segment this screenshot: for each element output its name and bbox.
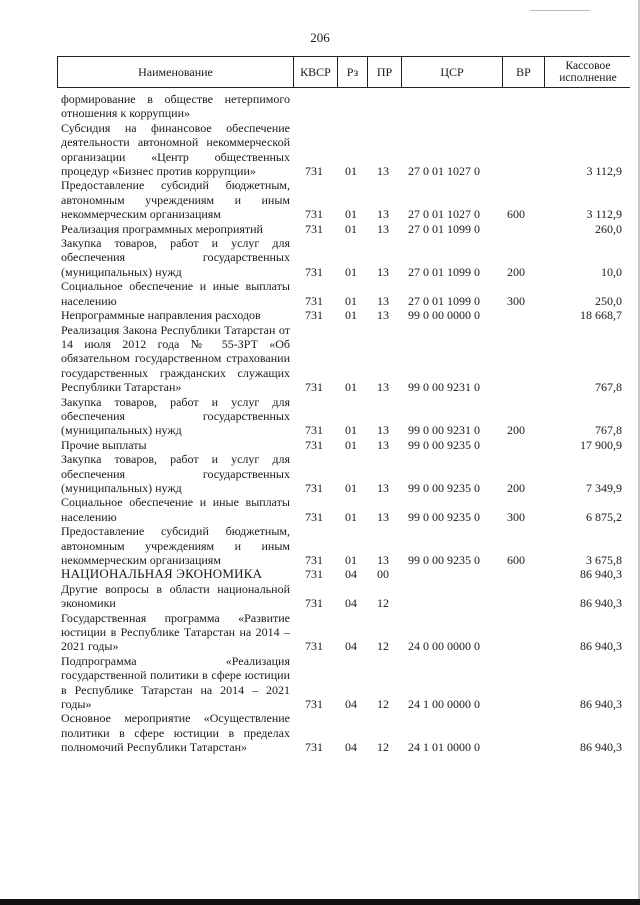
row-amount: 260,0 — [595, 221, 622, 236]
row-pr: 13 — [377, 164, 389, 179]
row-rz: 04 — [345, 567, 357, 582]
row-name: Государственная программа «Развитие юстиции в Республике Татарстан на 2014 – 2021 годы» — [61, 610, 290, 654]
header-pr: ПР — [368, 57, 402, 87]
row-name: Реализация Закона Республики Татарстан от 14 июля 2012 года № 55-ЗРТ «Об обязательном государственном страховании государственных гражданских служащих Республики Татарстан» — [61, 322, 290, 395]
row-rz: 01 — [345, 480, 357, 495]
row-amount: 86 940,3 — [580, 697, 622, 712]
row-csr: 99 0 00 9231 0 — [408, 423, 480, 438]
row-vr: 300 — [507, 509, 525, 524]
row-kvsr: 731 — [305, 553, 323, 567]
row-name: Реализация программных мероприятий — [61, 221, 263, 236]
row-name: Социальное обеспечение и иные выплаты населению — [61, 495, 290, 524]
row-rz: 04 — [345, 596, 357, 611]
row-rz: 04 — [345, 639, 357, 654]
row-pr: 13 — [377, 207, 389, 222]
header-execution-line1: Кассовое — [565, 60, 611, 72]
row-rz: 01 — [345, 207, 357, 222]
row-pr: 13 — [377, 308, 389, 323]
row-csr: 99 0 00 9235 0 — [408, 509, 480, 524]
scan-mark — [530, 10, 590, 11]
page-number: 206 — [310, 30, 330, 45]
row-kvsr: 731 — [305, 639, 323, 654]
row-name: Прочие выплаты — [61, 437, 147, 452]
row-name: Субсидия на финансовое обеспечение деятельности автономной некоммерческой организации «Центр общественных процедур «Бизнес против коррупции» — [61, 120, 290, 179]
header-kvsr: КВСР — [294, 57, 338, 87]
row-amount: 86 940,3 — [580, 740, 622, 755]
row-rz: 01 — [345, 509, 357, 524]
row-vr: 300 — [507, 293, 525, 308]
row-kvsr: 731 — [305, 596, 323, 611]
row-csr: 99 0 00 9235 0 — [408, 437, 480, 452]
row-pr: 12 — [377, 740, 389, 755]
row-rz: 01 — [345, 164, 357, 179]
row-csr: 99 0 00 0000 0 — [408, 308, 480, 323]
row-amount: 3 112,9 — [586, 164, 622, 179]
row-pr: 13 — [377, 293, 389, 308]
header-rz: Рз — [338, 57, 368, 87]
row-kvsr: 731 — [305, 308, 323, 323]
row-rz: 01 — [345, 264, 357, 279]
row-kvsr: 731 — [305, 380, 323, 395]
row-name: Другие вопросы в области национальной экономики — [61, 581, 290, 611]
row-name: Закупка товаров, работ и услуг для обеспечения государственных (муниципальных) нужд — [61, 452, 290, 495]
row-csr: 27 0 01 1099 0 — [408, 221, 480, 236]
row-rz: 01 — [345, 553, 357, 567]
row-amount: 250,0 — [595, 293, 622, 308]
row-amount: 86 940,3 — [580, 639, 622, 654]
row-kvsr: 731 — [305, 207, 323, 222]
row-name: Основное мероприятие «Осуществление политики в сфере юстиции в пределах полномочий Республики Татарстан» — [61, 711, 290, 755]
table-header — [57, 56, 630, 88]
row-kvsr: 731 — [305, 509, 323, 524]
header-execution — [545, 57, 631, 87]
row-vr: 600 — [507, 207, 525, 222]
table-row — [0, 395, 640, 438]
row-name: НАЦИОНАЛЬНАЯ ЭКОНОМИКА — [61, 566, 263, 582]
row-csr: 24 1 00 0000 0 — [408, 697, 480, 712]
row-csr: 27 0 01 1027 0 — [408, 164, 480, 179]
row-pr: 12 — [377, 639, 389, 654]
row-rz: 01 — [345, 423, 357, 438]
row-pr: 13 — [377, 437, 389, 452]
row-pr: 12 — [377, 596, 389, 611]
row-amount: 767,8 — [595, 380, 622, 395]
row-name: Закупка товаров, работ и услуг для обеспечения государственных (муниципальных) нужд — [61, 394, 290, 438]
row-amount: 767,8 — [595, 423, 622, 438]
row-rz: 04 — [345, 697, 357, 712]
row-pr: 13 — [377, 509, 389, 524]
row-csr: 27 0 01 1099 0 — [408, 264, 480, 279]
row-name: Социальное обеспечение и иные выплаты населению — [61, 279, 290, 308]
row-rz: 01 — [345, 380, 357, 395]
row-name: формирование в обществе нетерпимого отношения к коррупции» — [61, 92, 290, 121]
row-amount: 86 940,3 — [580, 567, 622, 582]
row-csr: 99 0 00 9235 0 — [408, 480, 480, 495]
row-pr: 13 — [377, 380, 389, 395]
row-pr: 12 — [377, 697, 389, 712]
table-row — [0, 654, 640, 712]
row-amount: 3 112,9 — [586, 207, 622, 222]
row-vr: 200 — [507, 423, 525, 438]
row-kvsr: 731 — [305, 740, 323, 755]
table-row — [0, 236, 640, 279]
row-amount: 17 900,9 — [580, 437, 622, 452]
row-kvsr: 731 — [305, 697, 323, 712]
header-execution-line2: исполнение — [559, 72, 617, 84]
table-row — [0, 524, 640, 567]
row-rz: 01 — [345, 437, 357, 452]
table-row — [0, 121, 640, 179]
row-amount: 6 875,2 — [586, 509, 622, 524]
table-row — [0, 222, 640, 236]
row-csr: 27 0 01 1099 0 — [408, 293, 480, 308]
table-row — [0, 711, 640, 754]
row-pr: 13 — [377, 480, 389, 495]
row-kvsr: 731 — [305, 293, 323, 308]
table-row — [0, 611, 640, 654]
row-csr: 24 1 01 0000 0 — [408, 740, 480, 755]
row-csr: 27 0 01 1027 0 — [408, 207, 480, 222]
table-row — [0, 438, 640, 452]
row-rz: 04 — [345, 740, 357, 755]
row-name: Закупка товаров, работ и услуг для обеспечения государственных (муниципальных) нужд — [61, 236, 290, 279]
row-csr: 99 0 00 9231 0 — [408, 380, 480, 395]
header-vr: ВР — [503, 57, 545, 87]
row-pr: 13 — [377, 553, 389, 567]
table-row — [0, 452, 640, 495]
row-pr: 13 — [377, 264, 389, 279]
row-amount: 10,0 — [601, 264, 622, 279]
table-body — [0, 92, 640, 755]
row-kvsr: 731 — [305, 480, 323, 495]
row-amount: 3 675,8 — [586, 553, 622, 567]
row-kvsr: 731 — [305, 437, 323, 452]
row-vr: 200 — [507, 480, 525, 495]
row-rz: 01 — [345, 308, 357, 323]
row-amount: 86 940,3 — [580, 596, 622, 611]
row-csr: 24 0 00 0000 0 — [408, 639, 480, 654]
table-row — [0, 323, 640, 395]
row-pr: 13 — [377, 423, 389, 438]
table-row — [0, 279, 640, 308]
row-pr: 00 — [377, 567, 389, 582]
table-row — [0, 178, 640, 221]
row-amount: 18 668,7 — [580, 308, 622, 323]
row-kvsr: 731 — [305, 221, 323, 236]
header-name: Наименование — [58, 57, 294, 87]
row-name: Подпрограмма «Реализация государственной политики в сфере юстиции в Республике Татарстан на 2014 – 2021 годы» — [61, 653, 290, 712]
row-kvsr: 731 — [305, 423, 323, 438]
table-row — [0, 308, 640, 322]
row-pr: 13 — [377, 221, 389, 236]
table-row — [0, 92, 640, 121]
row-kvsr: 731 — [305, 164, 323, 179]
row-amount: 7 349,9 — [586, 480, 622, 495]
row-rz: 01 — [345, 293, 357, 308]
row-kvsr: 731 — [305, 264, 323, 279]
table-row — [0, 567, 640, 581]
row-rz: 01 — [345, 221, 357, 236]
header-csr: ЦСР — [402, 57, 503, 87]
table-row — [0, 495, 640, 524]
table-row — [0, 582, 640, 611]
scan-bottom-edge — [0, 899, 640, 905]
row-name: Предоставление субсидий бюджетным, автономным учреждениям и иным некоммерческим организациям — [61, 524, 290, 567]
row-name: Предоставление субсидий бюджетным, автономным учреждениям и иным некоммерческим организациям — [61, 178, 290, 222]
row-csr: 99 0 00 9235 0 — [408, 553, 480, 567]
row-vr: 200 — [507, 264, 525, 279]
row-name: Непрограммные направления расходов — [61, 308, 261, 323]
row-vr: 600 — [507, 553, 525, 567]
row-kvsr: 731 — [305, 567, 323, 582]
